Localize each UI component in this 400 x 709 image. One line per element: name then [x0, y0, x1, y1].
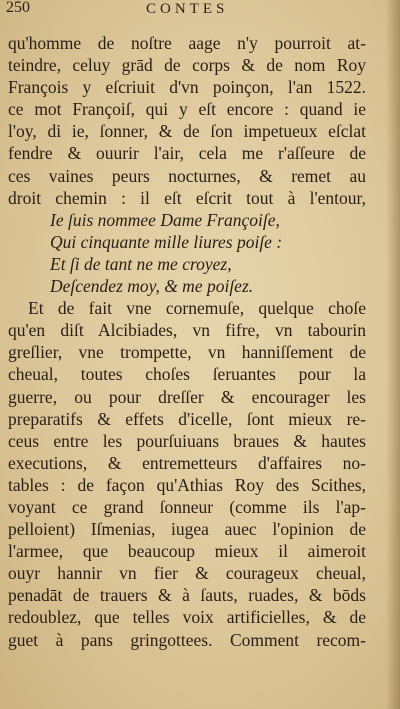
verse-line: Et ſi de tant ne me croyez, — [50, 253, 232, 274]
text-line: cheual, toutes choſes ſeruantes pour la — [8, 364, 366, 385]
text-line: teindre, celuy grād de corps & de nom Roy — [8, 55, 366, 76]
text-line: qu'en diſt Alcibiades, vn fifre, vn tabourin — [8, 320, 366, 341]
verse-line: Deſcendez moy, & me poiſez. — [50, 276, 254, 297]
running-title: CONTES — [146, 1, 229, 17]
text-line: ces vaines peurs nocturnes, & remet au — [8, 165, 366, 186]
text-line: redoublez, que telles voix artificielles, & de — [8, 607, 366, 628]
text-line: penadāt de trauers & à ſauts, ruades, & bōds — [8, 585, 366, 606]
text-line: preparatifs & effets d'icelle, ſont mieux re- — [8, 408, 366, 429]
text-line: tables : de façon qu'Athias Roy des Scithes, — [8, 474, 366, 495]
text-line: fendre & ouurir l'air, cela me r'aſſeure de — [8, 143, 366, 164]
text-line: ouyr hannir vn fier & courageux cheual, — [8, 563, 366, 584]
text-line: droit chemin : il eſt eſcrit tout à l'entour, — [8, 187, 366, 208]
page-number: 250 — [6, 0, 30, 16]
text-line: executions, & entremetteurs d'affaires no- — [8, 452, 366, 473]
text-line: voyant ce grand ſonneur (comme ils l'ap- — [8, 496, 366, 517]
text-line: Et de fait vne cornemuſe, quelque choſe — [28, 298, 366, 319]
text-line: guerre, ou pour dreſſer & encourager les — [8, 386, 366, 407]
text-line: ce mot Françoiſ, qui y eſt encore : quand ie — [8, 99, 366, 120]
text-line: pelloient) Iſmenias, iugea auec l'opinion de — [8, 519, 366, 540]
page-header — [6, 0, 370, 20]
text-line: guet à pans gringottees. Comment recom- — [8, 629, 366, 650]
text-line: qu'homme de noſtre aage n'y pourroit at- — [8, 33, 366, 53]
verse-line: Qui cinquante mille liures poiſe : — [50, 231, 283, 252]
verse-line: Ie ſuis nommee Dame Françoiſe, — [50, 209, 280, 230]
body-text — [8, 32, 366, 651]
text-line: greſlier, vne trompette, vn hanniſſement de — [8, 342, 366, 363]
text-line: François y eſcriuit d'vn poinçon, l'an 1522. — [8, 77, 366, 98]
text-line: l'armee, que beaucoup mieux il aimeroit — [8, 541, 366, 562]
text-line: l'oy, di ie, ſonner, & de ſon impetueux eſclat — [8, 121, 366, 142]
page-gutter-shadow — [386, 0, 400, 709]
text-line: ceus entre les pourſuiuans braues & hautes — [8, 430, 366, 451]
